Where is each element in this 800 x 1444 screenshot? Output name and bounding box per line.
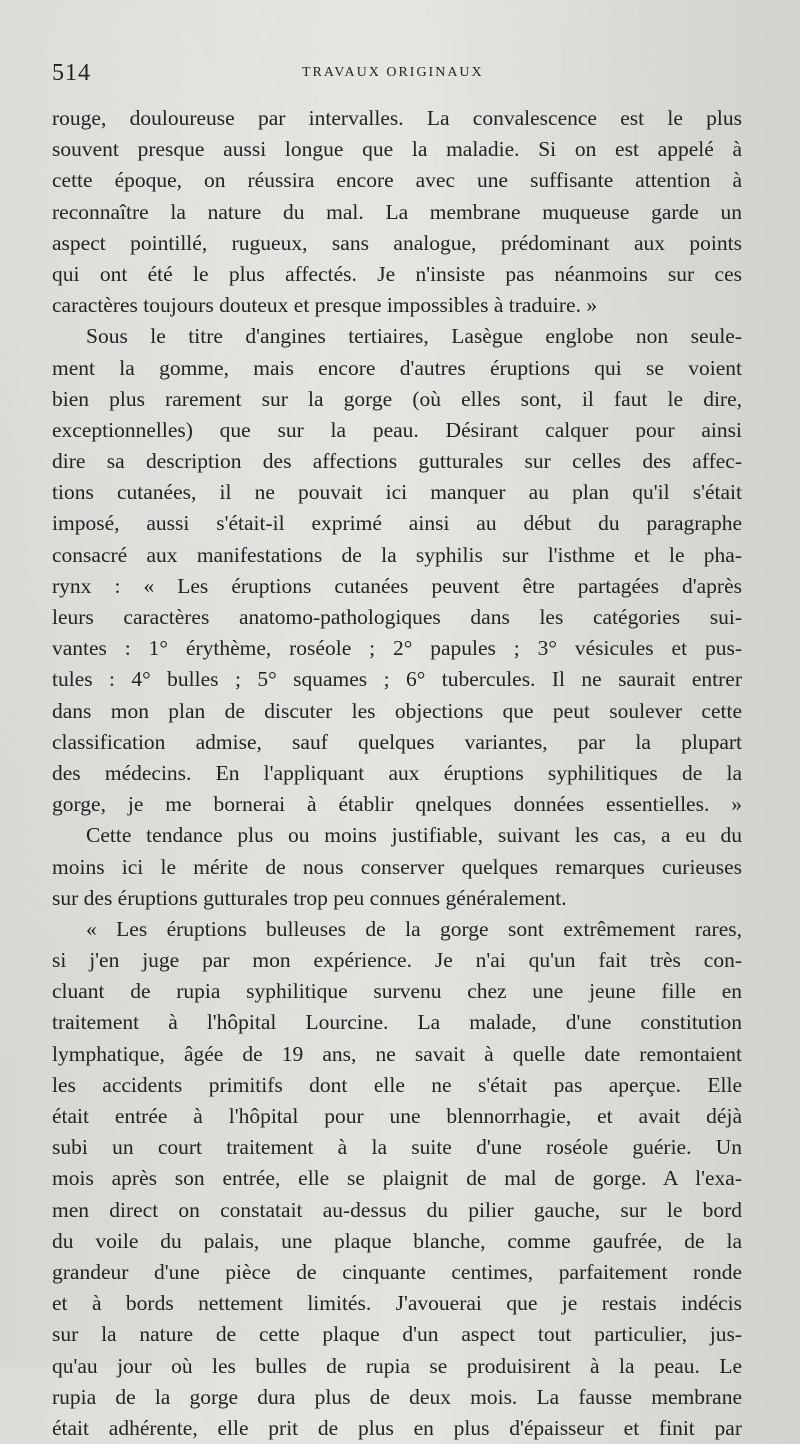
text-line: tules : 4° bulles ; 5° squames ; 6° tubercules. Il ne saurait entrer bbox=[52, 667, 742, 692]
text-line: moins ici le mérite de nous conserver quelques remarques curieuses bbox=[52, 854, 742, 879]
text-line: bien plus rarement sur la gorge (où elles sont, il faut le dire, bbox=[52, 386, 742, 411]
running-head: TRAVAUX ORIGINAUX bbox=[302, 65, 484, 80]
text-line: et à bords nettement limités. J'avouerai que je restais indécis bbox=[52, 1291, 742, 1316]
text-line: souvent presque aussi longue que la maladie. Si on est appelé à bbox=[52, 137, 742, 162]
text-line: classification admise, sauf quelques variantes, par la plupart bbox=[52, 729, 742, 754]
text-line: vantes : 1° érythème, roséole ; 2° papules ; 3° vésicules et pus- bbox=[52, 636, 742, 661]
text-line: qui ont été le plus affectés. Je n'insiste pas néanmoins sur ces bbox=[52, 261, 742, 286]
text-line: ment la gomme, mais encore d'autres éruptions qui se voient bbox=[52, 355, 742, 380]
text-line: dire sa description des affections gutturales sur celles des affec- bbox=[52, 449, 742, 474]
page-header bbox=[52, 60, 742, 92]
body-text bbox=[52, 103, 742, 1444]
text-line: imposé, aussi s'était-il exprimé ainsi au début du paragraphe bbox=[52, 511, 742, 536]
text-line: rouge, douloureuse par intervalles. La convalescence est le plus bbox=[52, 106, 742, 130]
text-line: lymphatique, âgée de 19 ans, ne savait à quelle date remontaient bbox=[52, 1041, 742, 1066]
text-line: mois après son entrée, elle se plaignit de mal de gorge. A l'exa- bbox=[52, 1166, 742, 1191]
paragraph-start-line: « Les éruptions bulleuses de la gorge sont extrêmement rares, bbox=[86, 916, 742, 941]
text-line: rupia de la gorge dura plus de deux mois. La fausse membrane bbox=[52, 1384, 742, 1409]
text-line: du voile du palais, une plaque blanche, comme gaufrée, de la bbox=[52, 1228, 742, 1253]
paragraph-start-line: Cette tendance plus ou moins justifiable, suivant les cas, a eu du bbox=[86, 823, 742, 848]
text-line: grandeur d'une pièce de cinquante centimes, parfaitement ronde bbox=[52, 1259, 742, 1284]
text-line: caractères toujours douteux et presque impossibles à traduire. » bbox=[52, 293, 598, 318]
text-line: cluant de rupia syphilitique survenu chez une jeune fille en bbox=[52, 979, 742, 1004]
text-line: exceptionnelles) que sur la peau. Désirant calquer pour ainsi bbox=[52, 417, 742, 442]
text-line: reconnaître la nature du mal. La membrane muqueuse garde un bbox=[52, 199, 742, 224]
text-line: traitement à l'hôpital Lourcine. La malade, d'une constitution bbox=[52, 1010, 742, 1035]
text-line: les accidents primitifs dont elle ne s'était pas aperçue. Elle bbox=[52, 1072, 742, 1097]
text-line: était adhérente, elle prit de plus en plus d'épaisseur et finit par bbox=[52, 1415, 742, 1440]
text-line: consacré aux manifestations de la syphilis sur l'isthme et le pha- bbox=[52, 542, 742, 567]
text-line: si j'en juge par mon expérience. Je n'ai qu'un fait très con- bbox=[52, 948, 742, 973]
text-line: était entrée à l'hôpital pour une blennorrhagie, et avait déjà bbox=[52, 1104, 742, 1128]
text-line: leurs caractères anatomo-pathologiques dans les catégories sui- bbox=[52, 605, 742, 629]
text-line: subi un court traitement à la suite d'une roséole guérie. Un bbox=[52, 1135, 742, 1160]
text-line: sur la nature de cette plaque d'un aspect tout particulier, jus- bbox=[52, 1322, 742, 1347]
page-number: 514 bbox=[52, 60, 91, 86]
text-line: sur des éruptions gutturales trop peu connues généralement. bbox=[52, 885, 567, 910]
text-line: rynx : « Les éruptions cutanées peuvent être partagées d'après bbox=[52, 573, 742, 598]
text-line: men direct on constatait au-dessus du pilier gauche, sur le bord bbox=[52, 1197, 742, 1222]
paragraph-start-line: Sous le titre d'angines tertiaires, Lasègue englobe non seule- bbox=[86, 324, 742, 349]
text-line: tions cutanées, il ne pouvait ici manquer au plan qu'il s'était bbox=[52, 480, 742, 505]
text-line: qu'au jour où les bulles de rupia se produisirent à la peau. Le bbox=[52, 1353, 742, 1378]
text-line: dans mon plan de discuter les objections que peut soulever cette bbox=[52, 698, 742, 723]
text-line: cette époque, on réussira encore avec une suffisante attention à bbox=[52, 168, 742, 193]
text-line: des médecins. En l'appliquant aux éruptions syphilitiques de la bbox=[52, 760, 742, 785]
text-line: aspect pointillé, rugueux, sans analogue, prédominant aux points bbox=[52, 230, 742, 255]
text-line: gorge, je me bornerai à établir qnelques données essentielles. » bbox=[52, 792, 742, 817]
